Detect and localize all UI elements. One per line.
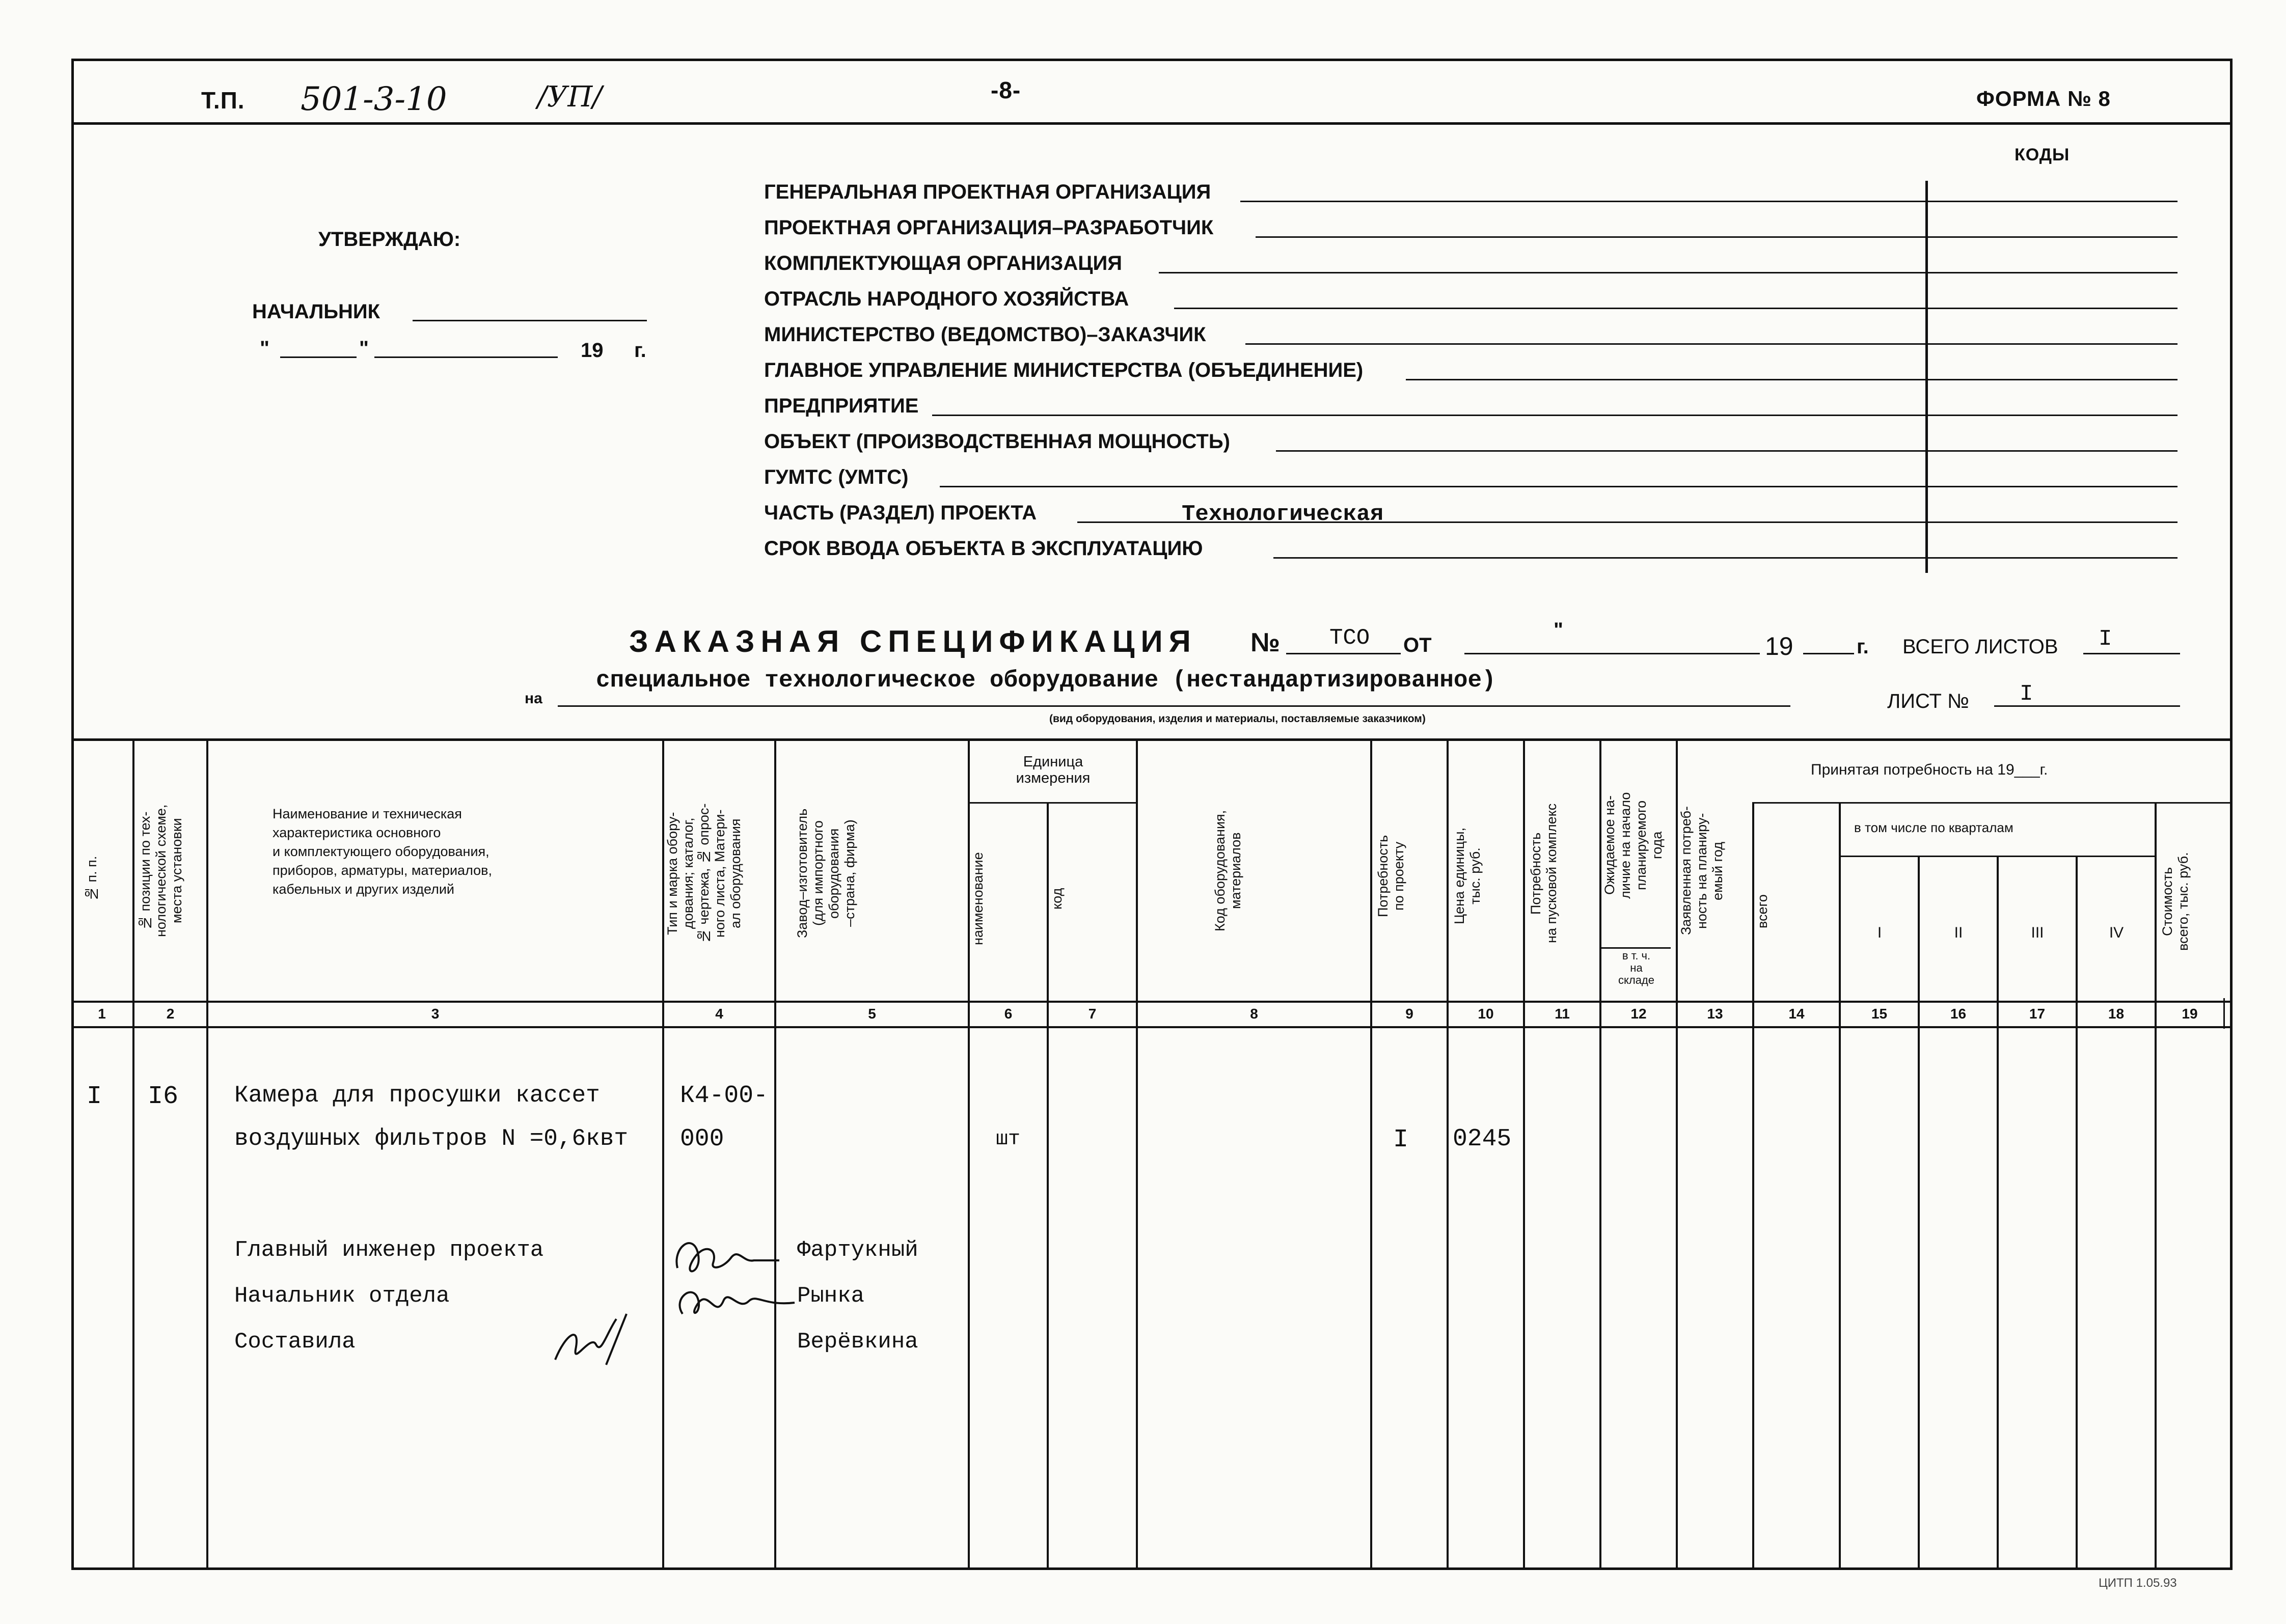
row-name-line1: Камера для просушки кассет [234,1082,600,1109]
colnum-bottom [71,1026,2233,1028]
col-header-8: Код оборудования, материалов [1212,810,1243,932]
col-header-5: Завод–изготовитель (для импортного оборудования –страна, фирма) [795,808,857,939]
col-header-11: Потребность на пусковой комплекс [1528,803,1559,944]
field-project-part-value: Технологическая [1182,502,1384,527]
signature-role-compiler: Составила [234,1329,356,1355]
field-general-org: ГЕНЕРАЛЬНАЯ ПРОЕКТНАЯ ОРГАНИЗАЦИЯ [764,181,1211,203]
codes-separator [1925,181,1928,573]
colnum-4: 4 [715,1006,723,1022]
page-number: -8- [991,77,1021,103]
row-position: I6 [148,1082,179,1111]
col-header-14: всего [1755,894,1770,929]
field-developer-org: ПРОЕКТНАЯ ОРГАНИЗАЦИЯ–РАЗРАБОТЧИК [764,216,1214,239]
colnum-19: 19 [2182,1006,2198,1022]
spec-year-prefix: 19 [1765,632,1793,660]
field-ministry: МИНИСТЕРСТВО (ВЕДОМСТВО)–ЗАКАЗЧИК [764,323,1206,346]
form-label: ФОРМА № 8 [1976,87,2111,111]
colnum-18: 18 [2108,1006,2125,1022]
col-header-12b: в т. ч. на складе [1618,949,1655,986]
spec-on-label: на [525,690,542,707]
colnum-17: 17 [2029,1006,2046,1022]
signature-name-chief-engineer: Фартукный [797,1237,918,1263]
table-top-line [71,738,2233,741]
colnum-5: 5 [868,1006,876,1022]
chief-label: НАЧАЛЬНИК [252,300,380,323]
table-header-bottom [71,1001,2233,1003]
colnum-14: 14 [1788,1006,1805,1022]
tp-number: 501-3-10 [301,80,447,118]
signature-name-department-head: Рынка [797,1283,865,1309]
col-header-9: Потребность по проекту [1375,835,1406,917]
spec-quote: " [1554,619,1563,641]
colnum-2: 2 [166,1006,175,1022]
col-header-10: Цена единицы, тыс. руб. [1452,827,1483,925]
sheet-number: I [2020,681,2033,707]
col-header-15: I [1877,924,1882,941]
spec-title: ЗАКАЗНАЯ СПЕЦИФИКАЦИЯ [629,624,1197,658]
col-header-18: IV [2109,924,2124,941]
tp-suffix: /УП/ [537,80,603,114]
colnum-13: 13 [1707,1006,1723,1022]
colnum-6: 6 [1004,1006,1013,1022]
row-type-line1: К4-00- [680,1082,768,1110]
colnum-3: 3 [431,1006,440,1022]
spec-subject-caption: (вид оборудования, изделия и материалы, поставляемые заказчиком) [1049,713,1426,725]
colnum-8: 8 [1250,1006,1258,1022]
field-supply-org: КОМПЛЕКТУЮЩАЯ ОРГАНИЗАЦИЯ [764,252,1122,274]
date-year-prefix: 19 [581,339,604,362]
col-header-1: № п. п. [84,856,99,901]
field-object: ОБЪЕКТ (ПРОИЗВОДСТВЕННАЯ МОЩНОСТЬ) [764,430,1230,453]
accepted-need-header: Принятая потребность на 19___г. [1811,761,2048,778]
unit-group-header: Единица измерения [1016,754,1091,786]
date-year-suffix: г. [634,339,646,362]
colnum-11: 11 [1555,1006,1570,1022]
row-unit: шт [996,1128,1021,1151]
spec-year-suffix: г. [1857,636,1869,658]
spec-subject: специальное технологическое оборудование (нестандартизированное) [596,667,1496,694]
col-header-19: Стоимость всего, тыс. руб. [2160,852,2191,951]
date-day-line [280,356,357,358]
colnum-9: 9 [1405,1006,1413,1022]
field-main-directorate: ГЛАВНОЕ УПРАВЛЕНИЕ МИНИСТЕРСТВА (ОБЪЕДИНЕНИЕ) [764,359,1364,381]
date-quote-close: " [359,337,369,360]
sheet-label: ЛИСТ № [1887,690,1970,712]
codes-label: КОДЫ [2015,145,2070,164]
quarters-header: в том числе по кварталам [1854,820,2013,835]
field-gumts: ГУМТС (УМТС) [764,466,909,488]
footer-stamp: ЦИТП 1.05.93 [2099,1576,2177,1590]
compiler-signature-icon [545,1304,637,1385]
col-header-7: код [1049,888,1065,910]
chief-signature-line [413,320,647,321]
field-industry: ОТРАСЛЬ НАРОДНОГО ХОЗЯЙСТВА [764,288,1129,310]
col-header-6: наименование [970,852,986,946]
row-type-line2: 000 [680,1125,724,1153]
tp-label: Т.П. [201,87,245,114]
field-enterprise: ПРЕДПРИЯТИЕ [764,395,919,417]
header-divider [71,122,2233,125]
colnum-16: 16 [1950,1006,1967,1022]
row-number: I [87,1082,102,1111]
approve-label: УТВЕРЖДАЮ: [318,228,461,251]
field-commissioning-date: СРОК ВВОДА ОБЪЕКТА В ЭКСПЛУАТАЦИЮ [764,537,1203,560]
field-project-part: ЧАСТЬ (РАЗДЕЛ) ПРОЕКТА [764,502,1037,524]
colnum-15: 15 [1871,1006,1888,1022]
signature-name-compiler: Верёвкина [797,1329,918,1355]
signature-role-chief-engineer: Главный инженер проекта [234,1237,544,1263]
col-header-3: Наименование и техническая характеристика основного и комплектующего оборудования, приборов, арматуры, материалов, кабельных и других изделий [273,806,492,897]
spec-number: ТСО [1329,625,1370,651]
colnum-1: 1 [98,1006,106,1022]
col-header-2: № позиции по тех- нологической схеме, места установки [138,804,184,938]
col-header-4: Тип и марка обору- дования; каталог, № чертежа, № опрос- ного листа, Матери- ал оборудования [665,803,743,944]
colnum-12: 12 [1630,1006,1647,1022]
row-name-line2: воздушных фильтров N =0,6квт [234,1125,628,1152]
signature-role-department-head: Начальник отдела [234,1283,450,1309]
col-header-17: III [2031,924,2044,941]
total-sheets-label: ВСЕГО ЛИСТОВ [1902,636,2058,658]
col-header-12: Ожидаемое на- личие на начало планируемого года [1602,792,1665,899]
colnum-10: 10 [1478,1006,1494,1022]
handwritten-signatures-icon [662,1212,805,1334]
colnum-7: 7 [1088,1006,1097,1022]
spec-number-label: № [1250,628,1280,657]
row-price: 0245 [1453,1125,1512,1153]
date-month-line [374,356,558,358]
date-quote-open: " [260,337,269,360]
row-need: I [1393,1125,1409,1154]
total-sheets: I [2099,626,2112,652]
spec-from-label: ОТ [1403,634,1432,656]
col-header-13: Заявленная потреб- ность на планиру- емый год [1678,806,1725,935]
col-header-16: II [1954,924,1963,941]
